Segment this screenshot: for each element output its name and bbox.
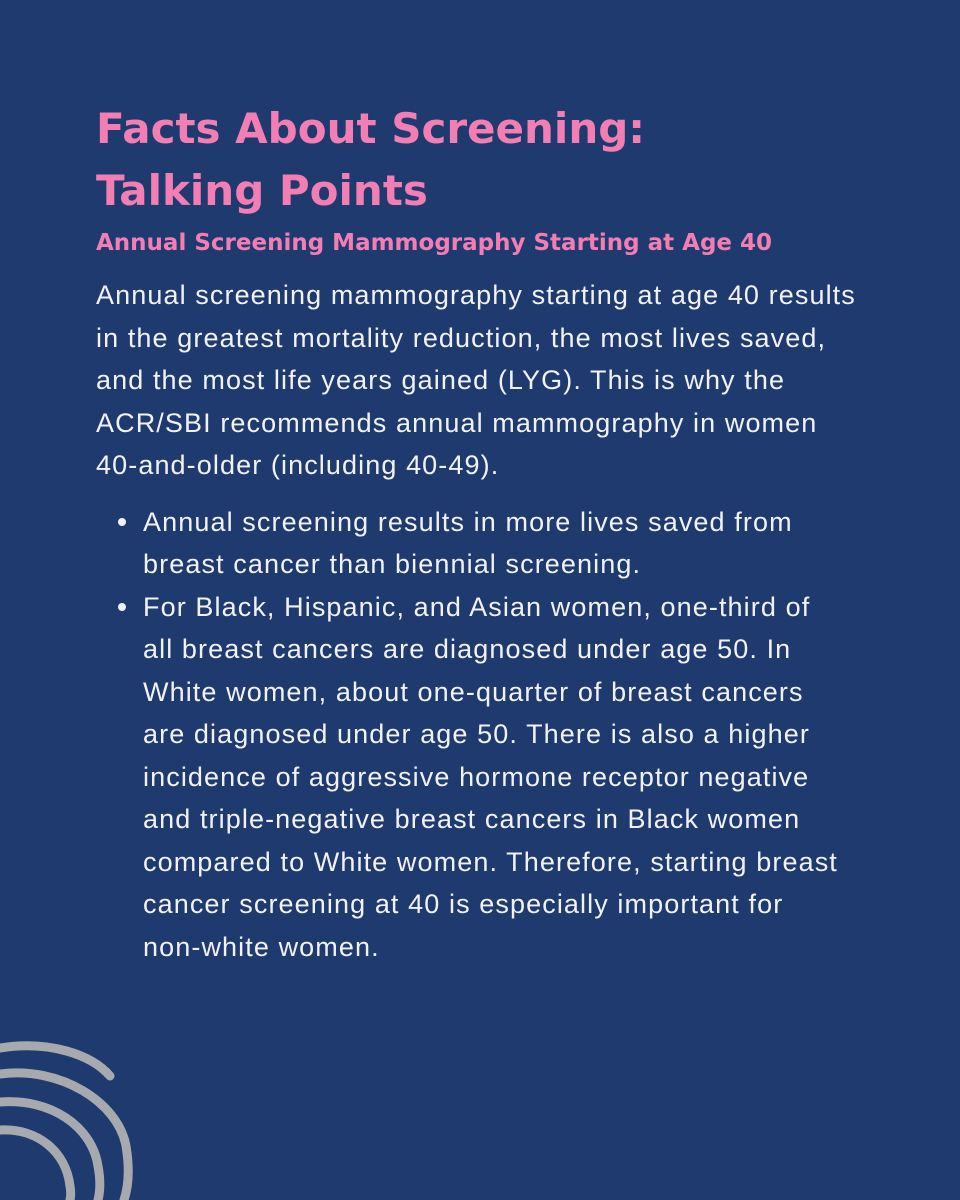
section-subtitle: Annual Screening Mammography Starting at Age 40: [96, 230, 773, 256]
title-line-2: Talking Points: [96, 166, 428, 215]
arc-innermost: [0, 1130, 71, 1200]
bullet-item-2: [96, 586, 843, 969]
arc-mid: [0, 1073, 128, 1200]
concentric-arcs-icon: [0, 1020, 200, 1200]
card-content: [96, 98, 876, 968]
bullet-dot-icon: [118, 518, 126, 526]
page-title: [96, 98, 876, 222]
bullet-text-1: Annual screening results in more lives saved from breast cancer than biennial screening.: [143, 506, 793, 579]
bullet-text-2: For Black, Hispanic, and Asian women, one-third of all breast cancers are diagnosed under age 50. In White women, about one-quarter of breast cancers are diagnosed under age 50. There is also a higher incidence of aggressive hormone receptor negative and triple-negative breast cancers in Black women compared to White women. Therefore, starting breast cancer screening at 40 is especially important for non-white women.: [143, 591, 838, 962]
bullet-dot-icon: [118, 603, 126, 611]
intro-paragraph: Annual screening mammography starting at age 40 results in the greatest mortality reduction, the most lives saved, and the most life years gained (LYG). This is why the ACR/SBI recommends annual mammography in women 40-and-older (including 40-49).: [96, 280, 856, 480]
bullet-list: [96, 501, 876, 969]
bullet-item-1: [96, 501, 843, 586]
title-line-1: Facts About Screening:: [96, 104, 646, 153]
